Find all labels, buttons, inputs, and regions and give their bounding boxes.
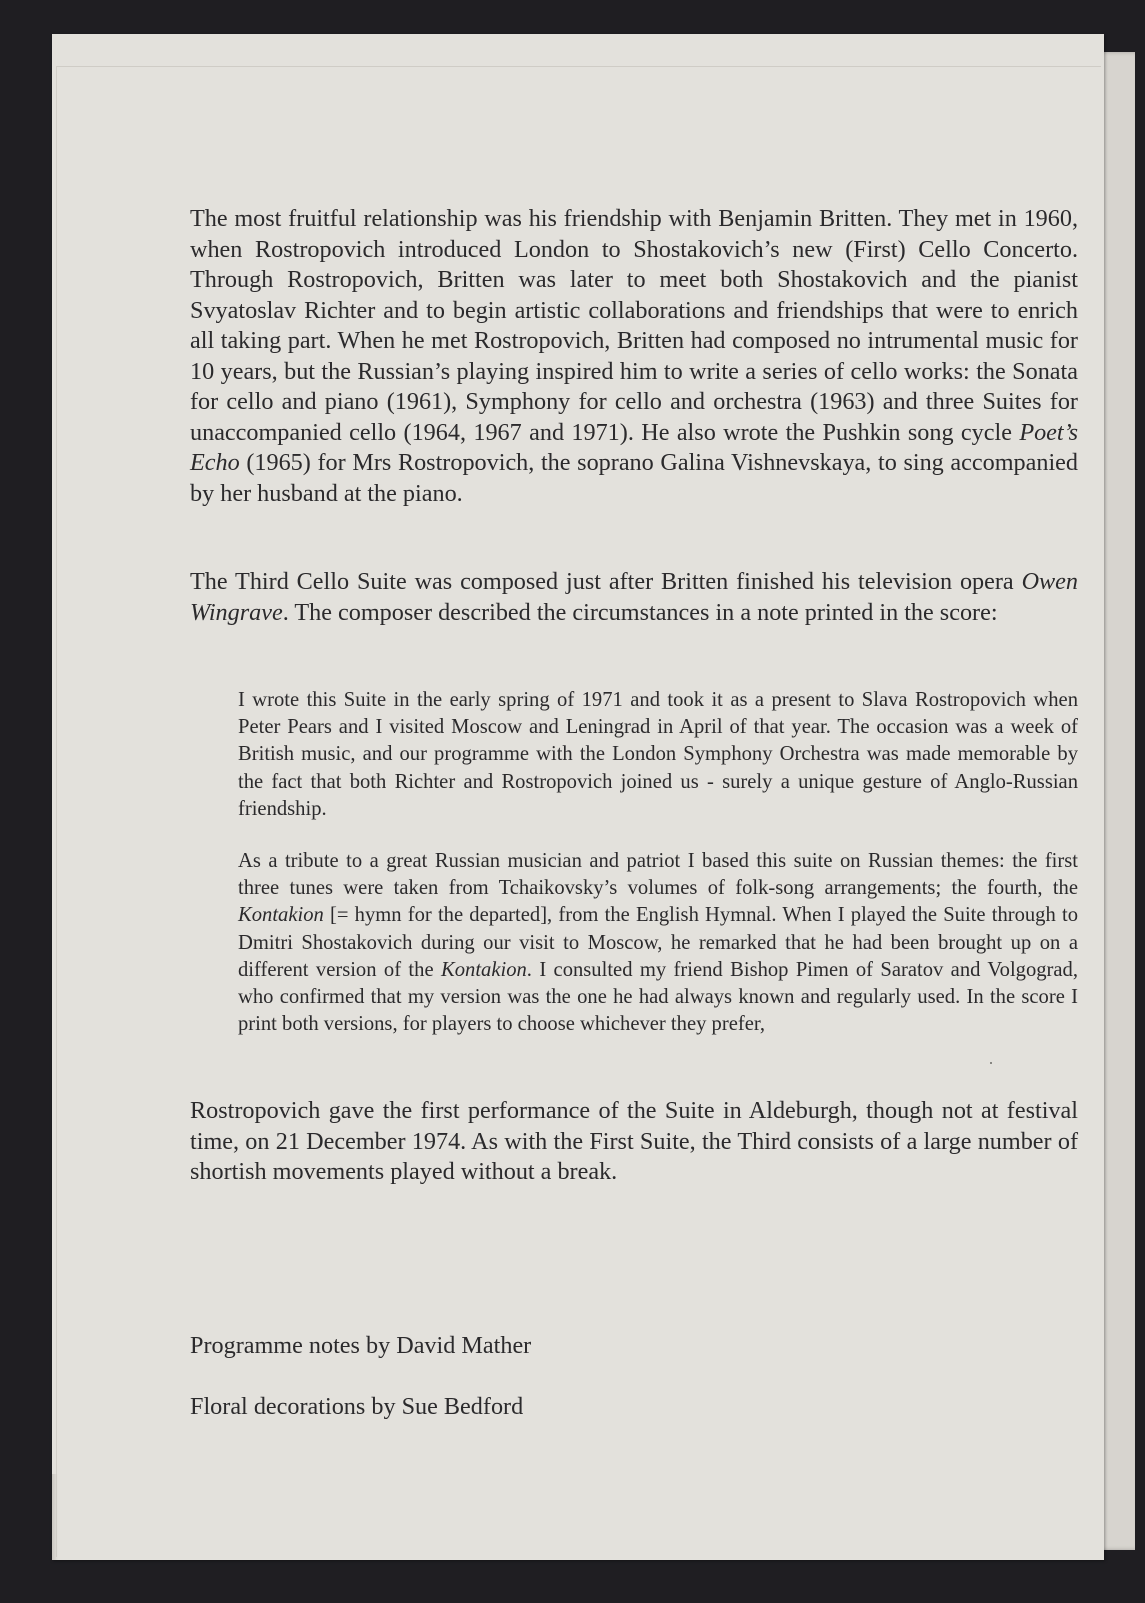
title-kontakion-2: Kontakion (440, 958, 527, 981)
document-page (52, 34, 1104, 1560)
paragraph-2-text-b: . The composer described the circumstances in a note printed in the score: (282, 598, 998, 626)
paragraph-britten-friendship (190, 204, 1078, 509)
title-kontakion-1: Kontakion (238, 904, 324, 927)
paragraph-3-text: Rostropovich gave the first performance of the Suite in Aldeburgh, though not at festival time, on 21 December 1974. As with the First Suite, the Third consists of a large number of shortish movements played without a break. (190, 1097, 1078, 1185)
quote-2-text-b: [= hymn for the departed], from the English Hymnal. When I played the Suite through to Dmitri Shostakovich during our visit to Moscow, he remarked that he had been brought up on a different version of the (238, 904, 1078, 981)
paragraph-third-suite (190, 567, 1078, 628)
quote-2-text-c: . I consulted my friend Bishop Pimen of Saratov and Volgograd, who confirmed that my version was the one he had always known and regularly used. In the score I print both versions, for players to choose whichever they prefer, (238, 958, 1078, 1036)
credit-programme-notes: Programme notes by David Mather (190, 1332, 532, 1359)
stray-dot (990, 1062, 992, 1064)
paragraph-1-text-a: The most fruitful relationship was his friendship with Benjamin Britten. They met in 1960, when Rostropovich introduced London to Shostakovich’s new (First) Cello Concerto. Through Rostropovich, Britten was later to meet both Shostakovich and the pianist Svyatoslav Richter and to begin artistic collaborations and friendships that were to enrich all taking part. When he met Rostropovich, Britten had composed no intrumental music for 10 years, but the Russian’s playing inspired him to write a series of cello works: the Sonata for cello and piano (1961), Symphony for cello and orchestra (1963) and three Suites for unaccompanied cello (1964, 1967 and 1971). He also wrote the Pushkin song cycle (190, 205, 1078, 446)
paragraph-2-text-a: The Third Cello Suite was composed just after Britten finished his television opera (190, 568, 1022, 595)
quote-composer-note-2 (238, 848, 1078, 1038)
quote-2-text-a: As a tribute to a great Russian musician and patriot I based this suite on Russian themes: the first three tunes were taken from Tchaikovsky’s volumes of folk-song arrangements; the fourth, the (238, 850, 1078, 900)
credit-floral-decorations: Floral decorations by Sue Bedford (190, 1393, 524, 1420)
page-shadow (52, 1474, 58, 1560)
title-owen-wingrave: Owen Wingrave (190, 568, 1078, 626)
paragraph-first-performance (190, 1096, 1078, 1188)
title-poets-echo: Poet’s Echo (190, 418, 1078, 476)
paragraph-1-text-b: (1965) for Mrs Rostropovich, the soprano Galina Vishnevskaya, to sing accompanied by her husband at the piano. (190, 449, 1078, 507)
quote-1-text: I wrote this Suite in the early spring of 1971 and took it as a present to Slava Rostropovich when Peter Pears and I visited Moscow and Leningrad in April of that year. The occasion was a week of British music, and our programme with the London Symphony Orchestra was made memorable by the fact that both Richter and Rostropovich joined us - surely a unique gesture of Anglo-Russian friendship. (238, 689, 1078, 820)
quote-composer-note-1 (238, 687, 1078, 823)
